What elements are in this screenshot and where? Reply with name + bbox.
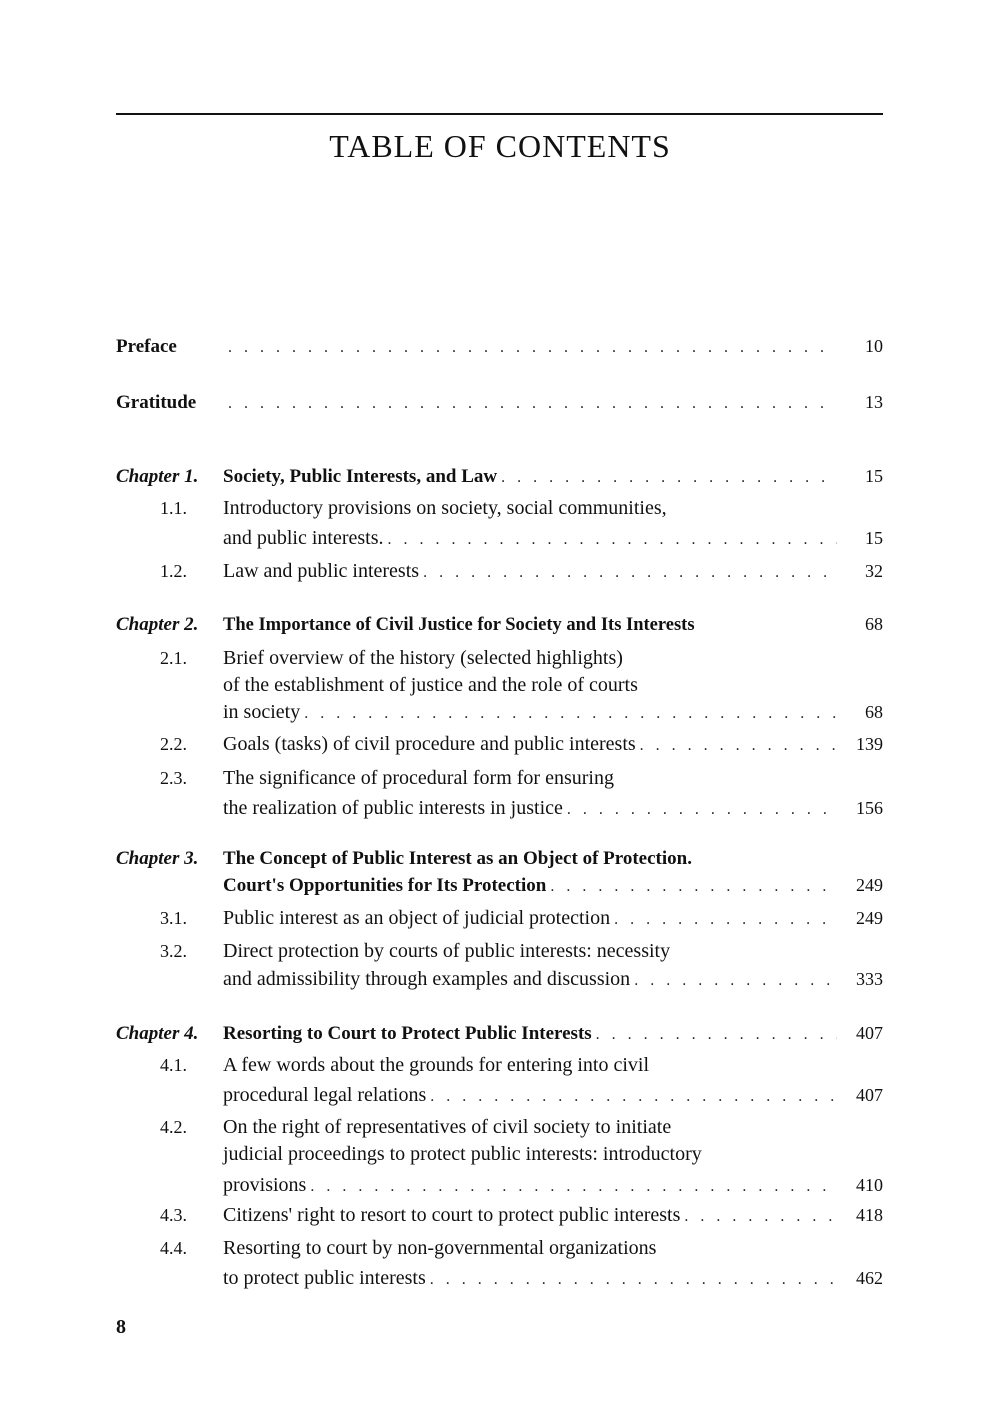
page-number: 156: [856, 798, 883, 818]
section-title-line: Resorting to court by non-governmental organizations: [223, 1237, 657, 1259]
toc-section-4-3[interactable]: [116, 1202, 883, 1229]
section-title-line: the realization of public interests in justice: [223, 797, 563, 819]
dot-leader: [634, 967, 837, 994]
dot-leader: [614, 906, 837, 933]
section-number: 3.1.: [160, 908, 187, 928]
toc-chapter-1[interactable]: [116, 463, 883, 490]
section-title-line: A few words about the grounds for entering into civil: [223, 1054, 650, 1076]
chapter-label: Chapter 1.: [116, 466, 199, 487]
page-number: 68: [865, 614, 883, 634]
section-title-line: Law and public interests: [223, 560, 420, 582]
page-number: 10: [865, 336, 883, 356]
toc-section-4-4[interactable]: [116, 1235, 883, 1292]
page-number: 15: [865, 466, 883, 486]
page-title: TABLE OF CONTENTS: [329, 128, 671, 164]
toc-section-2-2[interactable]: [116, 731, 883, 758]
section-number: 4.1.: [160, 1055, 187, 1075]
dot-leader: [640, 732, 837, 759]
chapter-label: Chapter 4.: [116, 1023, 199, 1044]
toc-section-3-2[interactable]: [116, 938, 883, 993]
footer-page-number: 8: [116, 1316, 126, 1338]
page-number: 418: [856, 1205, 883, 1225]
page-number: 139: [856, 734, 883, 754]
page-number: 407: [856, 1085, 883, 1105]
page-number: 407: [856, 1023, 883, 1043]
page-number: 68: [865, 702, 883, 722]
section-title-line: Goals (tasks) of civil procedure and public interests: [223, 733, 636, 755]
section-number: 2.1.: [160, 648, 187, 668]
dot-leader: [423, 559, 837, 586]
chapter-title: The Concept of Public Interest as an Object of Protection.: [223, 848, 692, 869]
section-title-line: procedural legal relations: [223, 1084, 427, 1106]
page-number: 462: [856, 1268, 883, 1288]
toc-entry-preface[interactable]: [116, 333, 883, 360]
page-number: 333: [856, 969, 883, 989]
toc-section-4-1[interactable]: [116, 1052, 883, 1109]
chapter-title: Court's Opportunities for Its Protection: [223, 875, 547, 896]
toc-section-1-2[interactable]: [116, 558, 883, 585]
section-title-line: Introductory provisions on society, social communities,: [223, 497, 667, 519]
toc-section-2-1[interactable]: [116, 645, 883, 726]
section-title-line: and public interests.: [223, 527, 384, 549]
chapter-label: Chapter 2.: [116, 614, 199, 635]
entry-label: Gratitude: [116, 392, 197, 413]
section-title-line: Public interest as an object of judicial protection: [223, 907, 611, 929]
section-title-line: The significance of procedural form for ensuring: [223, 767, 614, 789]
page-number: 249: [856, 875, 883, 895]
section-title-line: and admissibility through examples and discussion: [223, 968, 631, 990]
dot-leader: [304, 700, 837, 727]
section-number: 4.2.: [160, 1117, 187, 1137]
dot-leader: [684, 1203, 837, 1230]
dot-leader: [388, 526, 837, 553]
section-number: 4.4.: [160, 1238, 187, 1258]
dot-leader: [550, 873, 837, 900]
section-number: 1.2.: [160, 561, 187, 581]
section-number: 1.1.: [160, 498, 187, 518]
dot-leader: [430, 1266, 837, 1293]
toc-section-2-3[interactable]: [116, 765, 883, 822]
toc-chapter-4[interactable]: [116, 1020, 883, 1047]
page-number: 13: [865, 392, 883, 412]
chapter-title: Society, Public Interests, and Law: [223, 466, 498, 487]
dot-leader: [228, 390, 837, 417]
page-number: 410: [856, 1175, 883, 1195]
toc-section-1-1[interactable]: [116, 495, 883, 552]
dot-leader: [430, 1083, 837, 1110]
chapter-title: The Importance of Civil Justice for Society and Its Interests: [223, 615, 695, 635]
section-number: 2.3.: [160, 768, 187, 788]
top-rule: [116, 113, 883, 115]
section-title-line: Brief overview of the history (selected highlights): [223, 647, 623, 669]
section-title-line: provisions: [223, 1174, 307, 1196]
section-number: 3.2.: [160, 941, 187, 961]
chapter-label: Chapter 3.: [116, 848, 199, 869]
page-number: 32: [865, 561, 883, 581]
dot-leader: [567, 796, 837, 823]
section-title-line: in society: [223, 701, 301, 723]
section-number: 2.2.: [160, 734, 187, 754]
toc-section-4-2[interactable]: [116, 1114, 883, 1199]
section-title-line: judicial proceedings to protect public interests: introductory: [223, 1143, 702, 1165]
dot-leader: [501, 464, 837, 491]
dot-leader: [310, 1173, 837, 1200]
section-title-line: Citizens' right to resort to court to protect public interests: [223, 1204, 681, 1226]
section-number: 4.3.: [160, 1205, 187, 1225]
section-title-line: Direct protection by courts of public interests: necessity: [223, 940, 671, 962]
toc-chapter-3[interactable]: [116, 845, 883, 899]
toc-section-3-1[interactable]: [116, 905, 883, 932]
section-title-line: On the right of representatives of civil society to initiate: [223, 1116, 672, 1138]
toc-entry-gratitude[interactable]: [116, 389, 883, 416]
toc-chapter-2[interactable]: [116, 611, 883, 638]
page-number: 249: [856, 908, 883, 928]
dot-leader: [596, 1021, 837, 1048]
page-number: 15: [865, 528, 883, 548]
entry-label: Preface: [116, 336, 177, 357]
dot-leader: [228, 334, 837, 361]
section-title-line: to protect public interests: [223, 1267, 426, 1289]
section-title-line: of the establishment of justice and the role of courts: [223, 674, 638, 696]
chapter-title: Resorting to Court to Protect Public Interests: [223, 1023, 592, 1044]
